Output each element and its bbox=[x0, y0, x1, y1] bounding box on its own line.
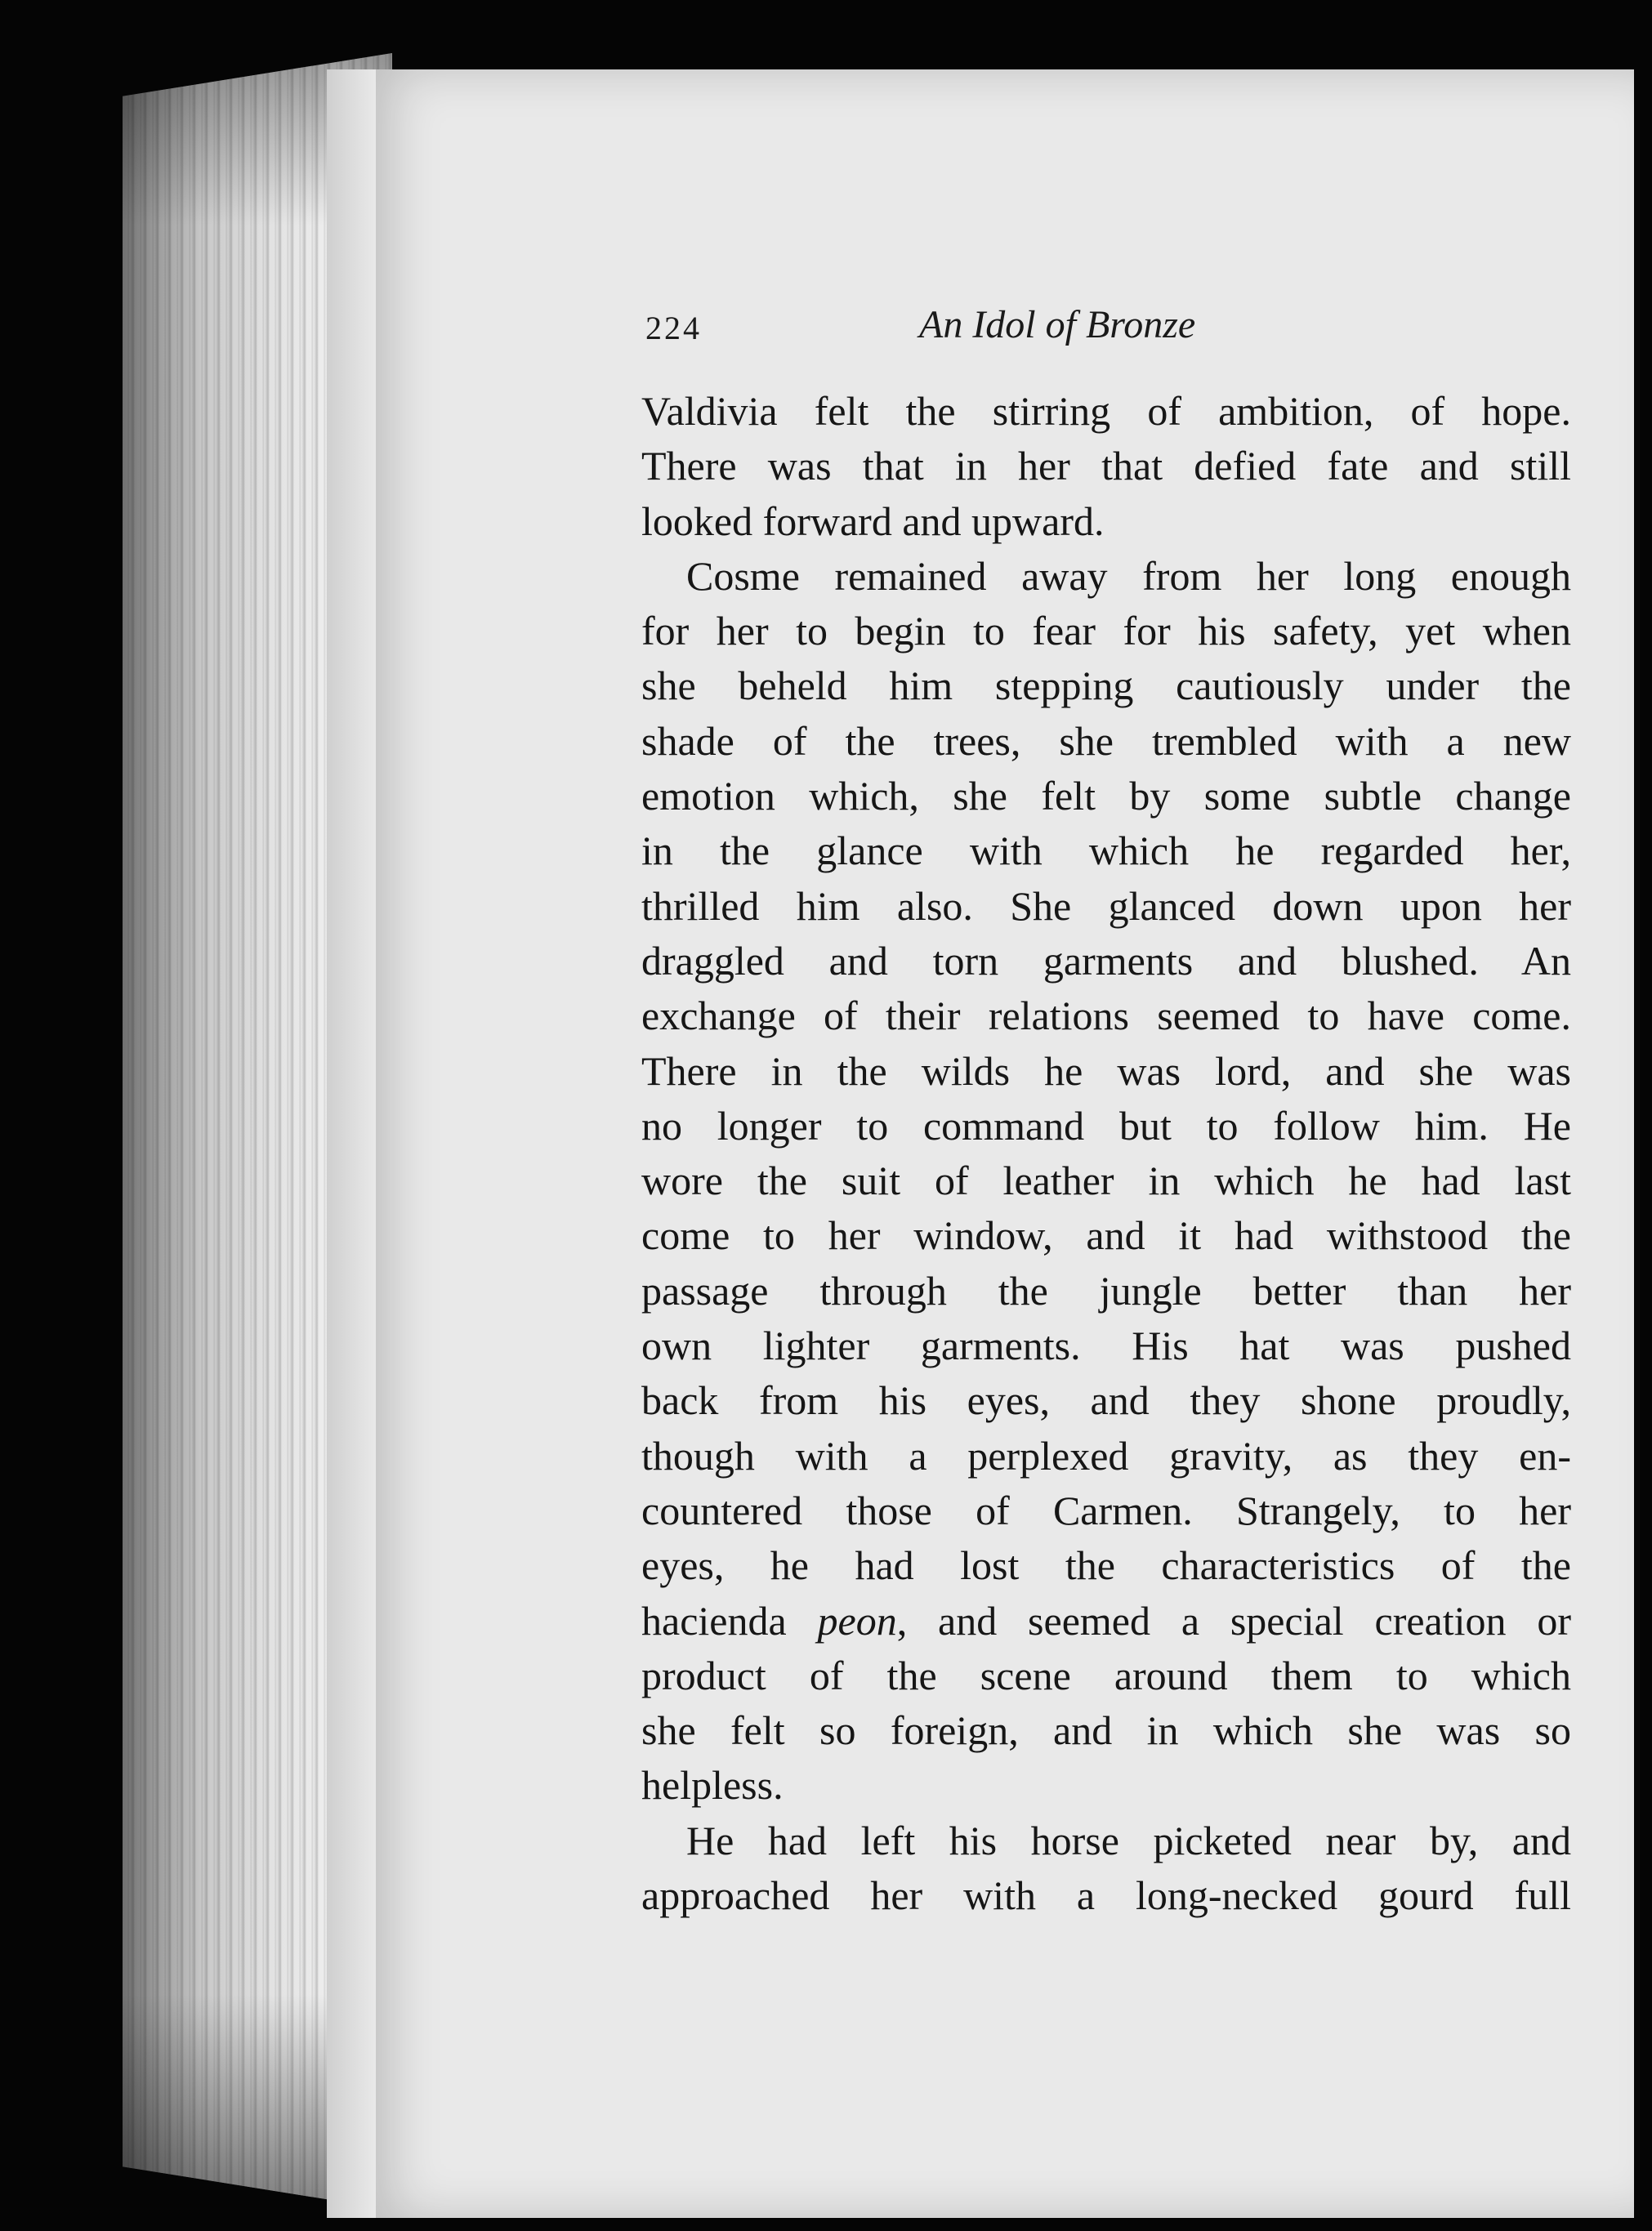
paragraph bbox=[641, 384, 1571, 549]
text-line: looked forward and upward. bbox=[641, 498, 1105, 544]
text-line: though with a perplexed gravity, as they en- bbox=[641, 1432, 1571, 1479]
page-number: 224 bbox=[645, 310, 702, 346]
running-head bbox=[645, 302, 1573, 359]
text-line: exchange of their relations seemed to have come. bbox=[641, 993, 1571, 1039]
text-line: back from his eyes, and they shone proudly, bbox=[641, 1377, 1571, 1424]
text-line: thrilled him also. She glanced down upon her bbox=[641, 882, 1571, 929]
text-line: There was that in her that defied fate and still bbox=[641, 443, 1571, 489]
text-line: she felt so foreign, and in which she was so bbox=[641, 1707, 1571, 1754]
text-line: There in the wilds he was lord, and she was bbox=[641, 1047, 1571, 1094]
text-line: for her to begin to fear for his safety, yet when bbox=[641, 608, 1571, 654]
text-line: in the glance with which he regarded her, bbox=[641, 828, 1571, 874]
text-line: countered those of Carmen. Strangely, to her bbox=[641, 1487, 1571, 1533]
text-line: come to her window, and it had withstood the bbox=[641, 1212, 1571, 1259]
paragraph bbox=[641, 1814, 1571, 1924]
text-line: Cosme remained away from her long enough bbox=[686, 552, 1571, 599]
text-line: wore the suit of leather in which he had last bbox=[641, 1158, 1571, 1204]
running-title: An Idol of Bronze bbox=[919, 303, 1196, 346]
text-line: He had left his horse picketed near by, and bbox=[686, 1817, 1571, 1863]
text-line: no longer to command but to follow him. He bbox=[641, 1102, 1571, 1149]
text-line: own lighter garments. His hat was pushed bbox=[641, 1323, 1571, 1369]
body-text bbox=[641, 384, 1571, 1923]
text-line: Valdivia felt the stirring of ambition, of hope. bbox=[641, 388, 1571, 434]
text-line: product of the scene around them to which bbox=[641, 1652, 1571, 1698]
text-line: hacienda peon, and seemed a special creation or bbox=[641, 1597, 1571, 1644]
text-line: eyes, he had lost the characteristics of the bbox=[641, 1542, 1571, 1589]
text-line: she beheld him stepping cautiously under the bbox=[641, 663, 1571, 709]
text-line: passage through the jungle better than her bbox=[641, 1267, 1571, 1314]
paragraph bbox=[641, 549, 1571, 1814]
text-line: shade of the trees, she trembled with a new bbox=[641, 717, 1571, 764]
text-line: draggled and torn garments and blushed. An bbox=[641, 937, 1571, 984]
text-line: emotion which, she felt by some subtle change bbox=[641, 773, 1571, 819]
text-line: approached her with a long-necked gourd full bbox=[641, 1872, 1571, 1919]
text-line: helpless. bbox=[641, 1762, 784, 1809]
